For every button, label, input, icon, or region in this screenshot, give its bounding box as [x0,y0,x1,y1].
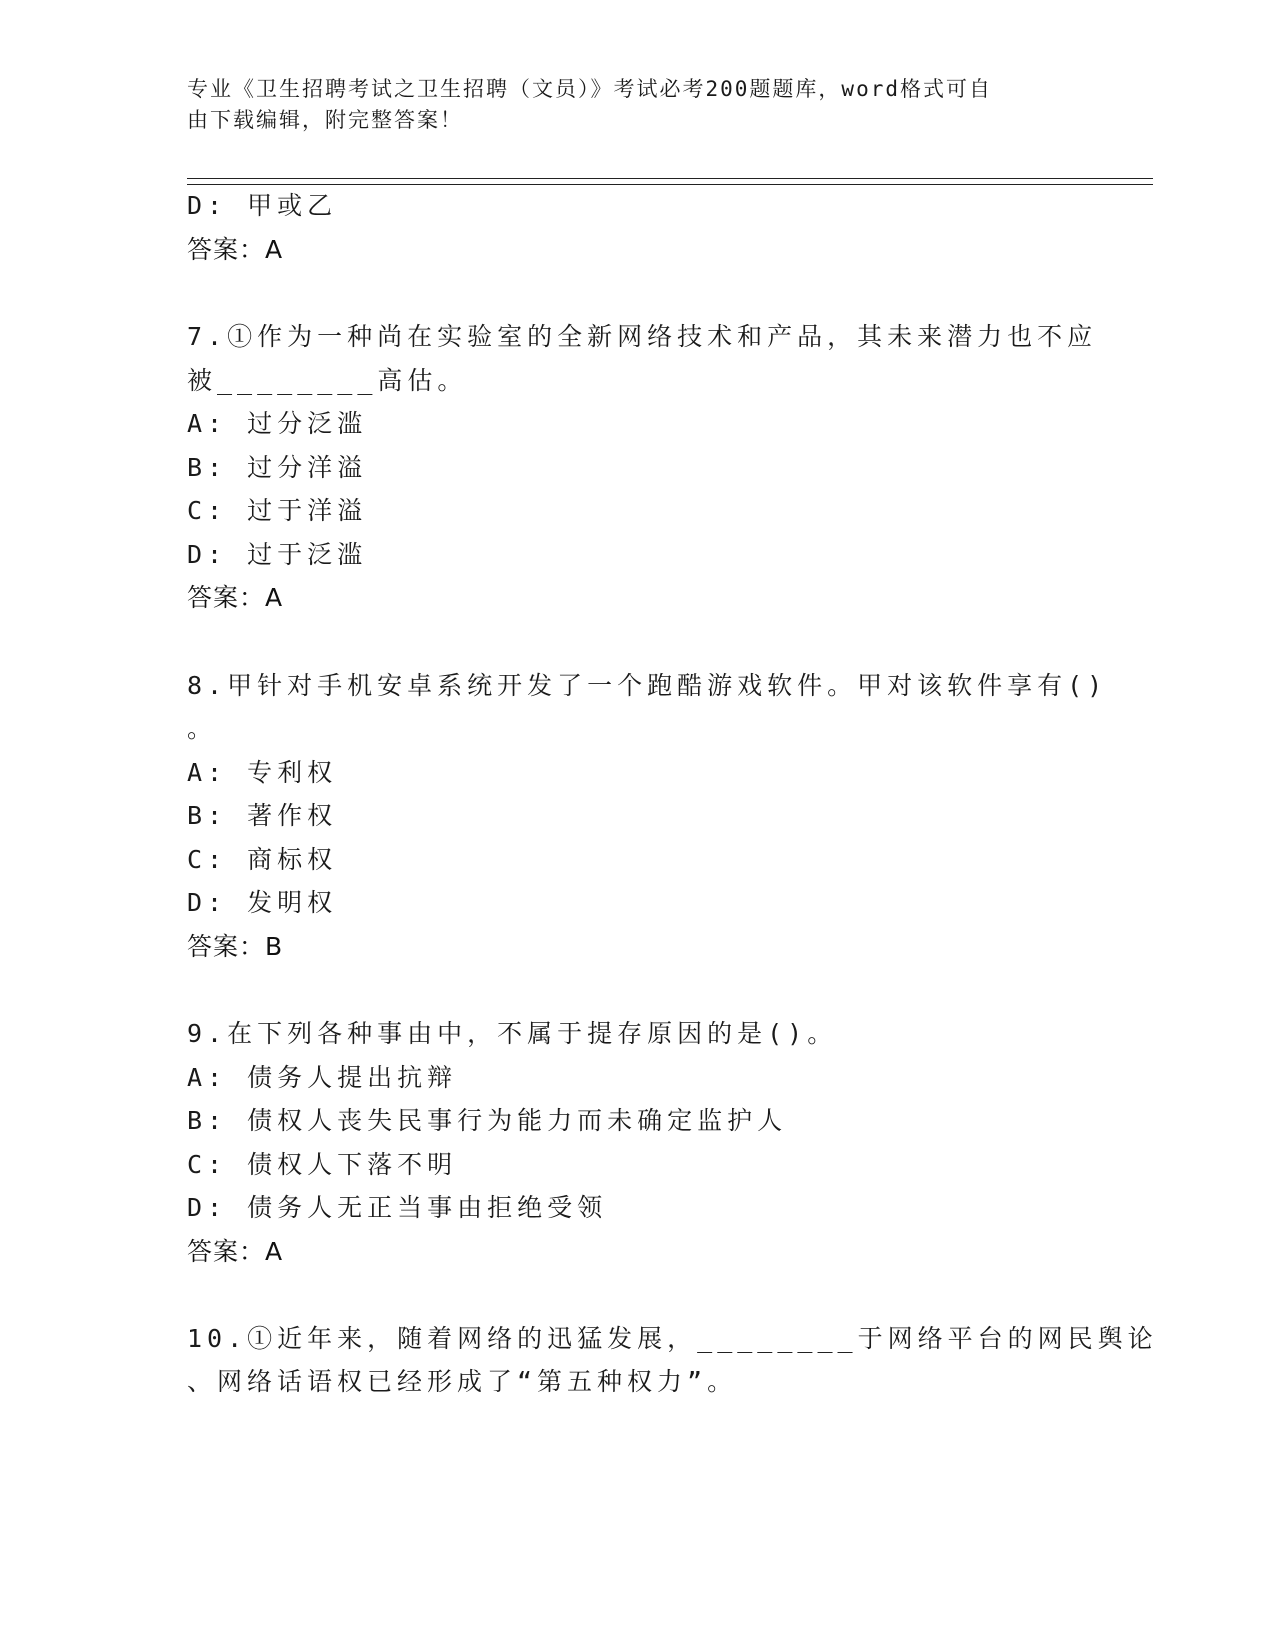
q8-stem-line-1: 8.甲针对手机安卓系统开发了一个跑酷游戏软件。甲对该软件享有() [187,671,1108,700]
q7-stem-line-2: 被________高估。 [187,366,468,395]
q7-stem-line-1: 7.①作为一种尚在实验室的全新网络技术和产品，其未来潜力也不应 [187,322,1098,351]
q10-stem-line-1: 10.①近年来，随着网络的迅猛发展，________于网络平台的网民舆论 [187,1324,1158,1353]
q9-answer: 答案：A [187,1237,284,1266]
q8-stem-line-2: 。 [187,714,218,743]
q7-option-a: A: 过分泛滥 [187,409,368,438]
q9-stem-line-1: 9.在下列各种事由中，不属于提存原因的是()。 [187,1019,838,1048]
q7-option-c: C: 过于洋溢 [187,496,368,525]
header-line-2: 由下载编辑，附完整答案！ [187,108,463,132]
header-line-1: 专业《卫生招聘考试之卫生招聘（文员）》考试必考200题题库，word格式可自 [187,77,992,101]
q7-answer: 答案：A [187,583,284,612]
q7-option-b: B: 过分洋溢 [187,453,368,482]
page-header [187,74,1067,136]
q8-option-a: A: 专利权 [187,758,338,787]
q8-answer: 答案：B [187,932,284,961]
q8-option-d: D: 发明权 [187,888,338,917]
q6-option-d: D: 甲或乙 [187,191,338,220]
q8-option-c: C: 商标权 [187,845,338,874]
q10-stem-line-2: 、网络话语权已经形成了“第五种权力”。 [187,1367,738,1396]
q6-answer: 答案：A [187,235,284,264]
q9-option-b: B: 债权人丧失民事行为能力而未确定监护人 [187,1106,788,1135]
header-divider [187,178,1153,185]
q9-option-d: D: 债务人无正当事由拒绝受领 [187,1193,608,1222]
q8-option-b: B: 著作权 [187,801,338,830]
q9-option-c: C: 债权人下落不明 [187,1150,458,1179]
q7-option-d: D: 过于泛滥 [187,540,368,569]
q9-option-a: A: 债务人提出抗辩 [187,1063,458,1092]
